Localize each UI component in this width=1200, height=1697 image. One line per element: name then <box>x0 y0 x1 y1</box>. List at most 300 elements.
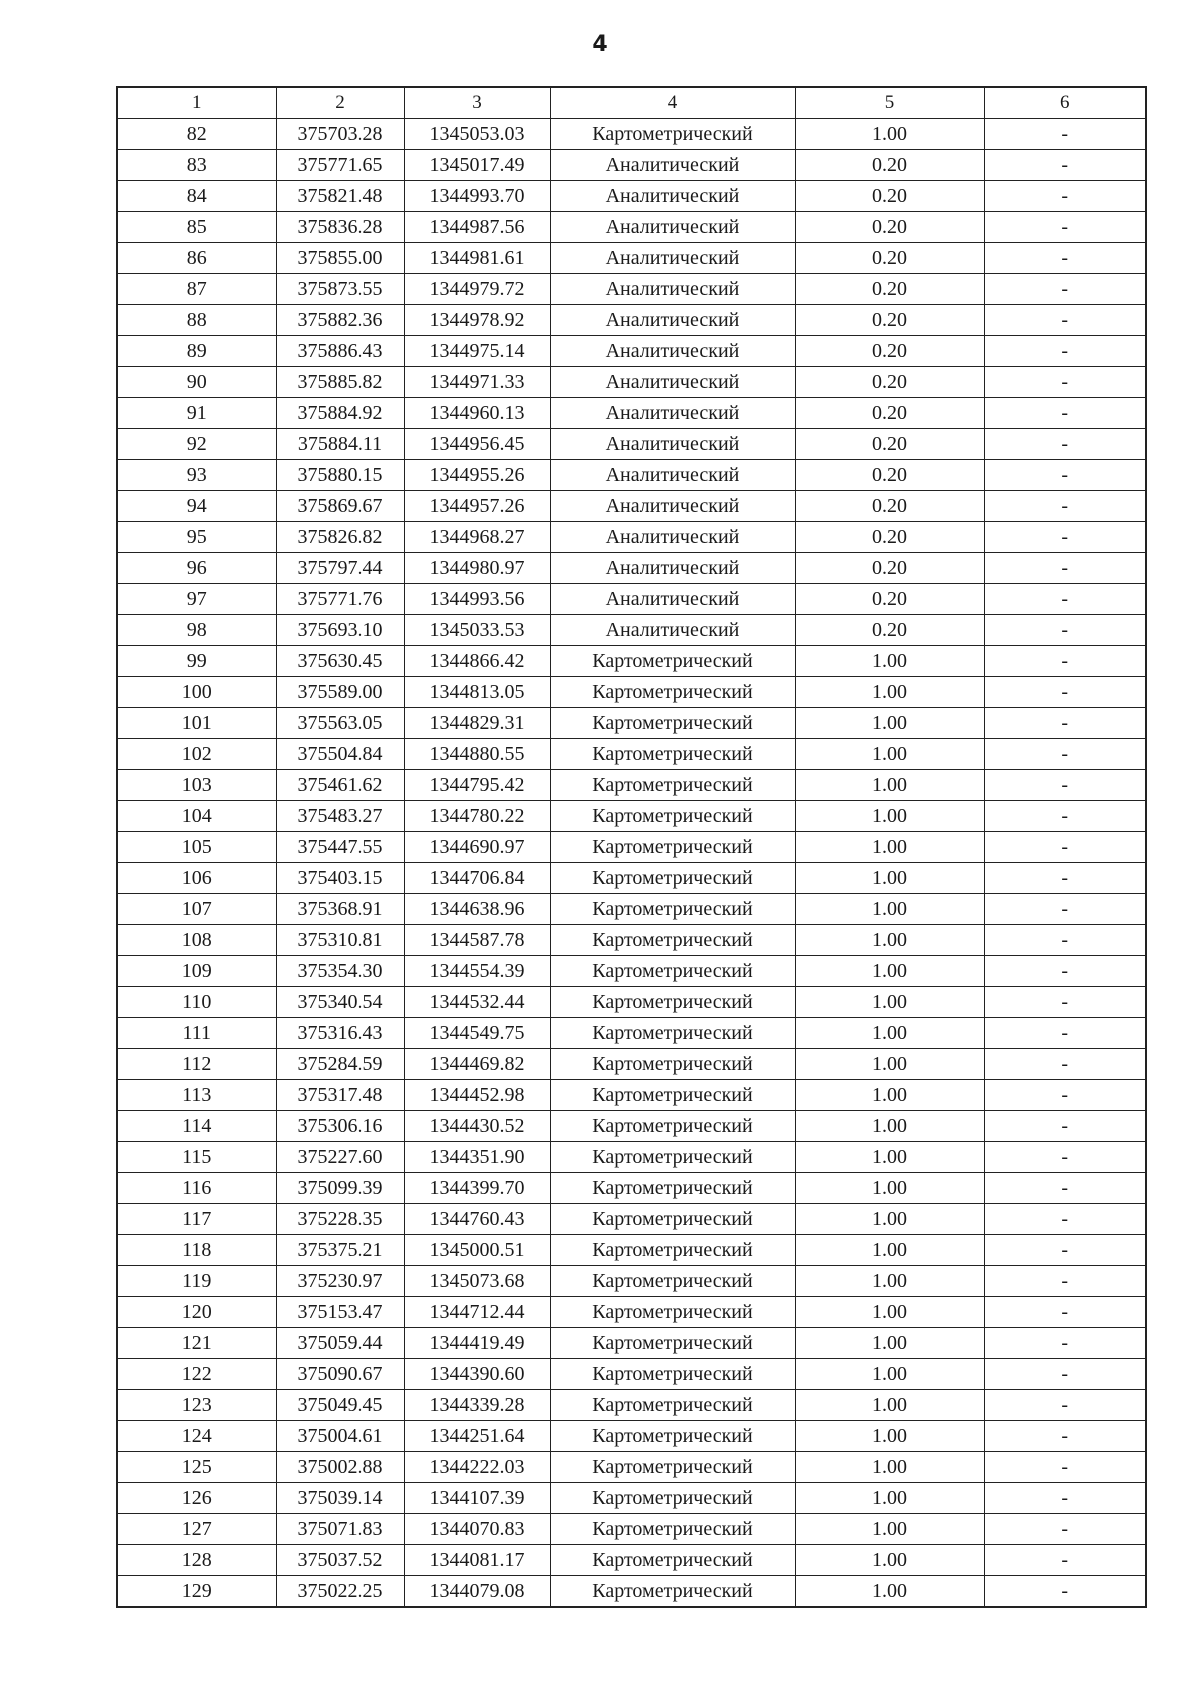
point-number-cell: 108 <box>117 925 276 956</box>
table-row <box>117 305 1146 336</box>
x-coordinate-cell: 375090.67 <box>276 1359 404 1390</box>
x-coordinate-cell: 375316.43 <box>276 1018 404 1049</box>
table-row <box>117 863 1146 894</box>
method-cell: Картометрический <box>550 1142 795 1173</box>
accuracy-cell: 1.00 <box>795 708 984 739</box>
table-row <box>117 1483 1146 1514</box>
point-number-cell: 90 <box>117 367 276 398</box>
y-coordinate-cell: 1344880.55 <box>404 739 550 770</box>
note-cell: - <box>984 1204 1146 1235</box>
method-cell: Картометрический <box>550 739 795 770</box>
table-row <box>117 739 1146 770</box>
method-cell: Картометрический <box>550 1576 795 1608</box>
table-row <box>117 1266 1146 1297</box>
note-cell: - <box>984 1359 1146 1390</box>
method-cell: Картометрический <box>550 1545 795 1576</box>
table-row <box>117 987 1146 1018</box>
point-number-cell: 121 <box>117 1328 276 1359</box>
accuracy-cell: 1.00 <box>795 1142 984 1173</box>
point-number-cell: 100 <box>117 677 276 708</box>
table-row <box>117 1545 1146 1576</box>
point-number-cell: 102 <box>117 739 276 770</box>
y-coordinate-cell: 1345073.68 <box>404 1266 550 1297</box>
method-cell: Картометрический <box>550 1080 795 1111</box>
point-number-cell: 84 <box>117 181 276 212</box>
method-cell: Картометрический <box>550 863 795 894</box>
table-row <box>117 553 1146 584</box>
point-number-cell: 115 <box>117 1142 276 1173</box>
method-cell: Картометрический <box>550 801 795 832</box>
note-cell: - <box>984 181 1146 212</box>
y-coordinate-cell: 1344813.05 <box>404 677 550 708</box>
accuracy-cell: 1.00 <box>795 863 984 894</box>
note-cell: - <box>984 274 1146 305</box>
y-coordinate-cell: 1344419.49 <box>404 1328 550 1359</box>
point-number-cell: 85 <box>117 212 276 243</box>
note-cell: - <box>984 305 1146 336</box>
point-number-cell: 107 <box>117 894 276 925</box>
x-coordinate-cell: 375884.11 <box>276 429 404 460</box>
method-cell: Картометрический <box>550 1514 795 1545</box>
accuracy-cell: 1.00 <box>795 1080 984 1111</box>
method-cell: Картометрический <box>550 677 795 708</box>
column-header-3: 3 <box>404 87 550 119</box>
table-row <box>117 398 1146 429</box>
accuracy-cell: 1.00 <box>795 1514 984 1545</box>
table-row <box>117 429 1146 460</box>
y-coordinate-cell: 1344706.84 <box>404 863 550 894</box>
table-row <box>117 150 1146 181</box>
method-cell: Картометрический <box>550 708 795 739</box>
coordinates-table <box>116 86 1147 1608</box>
x-coordinate-cell: 375483.27 <box>276 801 404 832</box>
y-coordinate-cell: 1344980.97 <box>404 553 550 584</box>
y-coordinate-cell: 1344981.61 <box>404 243 550 274</box>
note-cell: - <box>984 1576 1146 1608</box>
note-cell: - <box>984 770 1146 801</box>
x-coordinate-cell: 375563.05 <box>276 708 404 739</box>
x-coordinate-cell: 375630.45 <box>276 646 404 677</box>
table-row <box>117 181 1146 212</box>
accuracy-cell: 1.00 <box>795 1235 984 1266</box>
point-number-cell: 88 <box>117 305 276 336</box>
point-number-cell: 93 <box>117 460 276 491</box>
table-row <box>117 1390 1146 1421</box>
x-coordinate-cell: 375230.97 <box>276 1266 404 1297</box>
x-coordinate-cell: 375227.60 <box>276 1142 404 1173</box>
y-coordinate-cell: 1344107.39 <box>404 1483 550 1514</box>
method-cell: Картометрический <box>550 1018 795 1049</box>
note-cell: - <box>984 429 1146 460</box>
table-row <box>117 1173 1146 1204</box>
y-coordinate-cell: 1344554.39 <box>404 956 550 987</box>
table-row <box>117 1142 1146 1173</box>
note-cell: - <box>984 1328 1146 1359</box>
accuracy-cell: 0.20 <box>795 429 984 460</box>
accuracy-cell: 1.00 <box>795 1545 984 1576</box>
page-number: 4 <box>592 32 608 57</box>
method-cell: Аналитический <box>550 584 795 615</box>
method-cell: Картометрический <box>550 894 795 925</box>
note-cell: - <box>984 646 1146 677</box>
x-coordinate-cell: 375821.48 <box>276 181 404 212</box>
table-row <box>117 584 1146 615</box>
method-cell: Аналитический <box>550 305 795 336</box>
accuracy-cell: 1.00 <box>795 1390 984 1421</box>
x-coordinate-cell: 375880.15 <box>276 460 404 491</box>
method-cell: Аналитический <box>550 429 795 460</box>
accuracy-cell: 0.20 <box>795 243 984 274</box>
method-cell: Аналитический <box>550 212 795 243</box>
y-coordinate-cell: 1344957.26 <box>404 491 550 522</box>
note-cell: - <box>984 832 1146 863</box>
table-row <box>117 1297 1146 1328</box>
accuracy-cell: 1.00 <box>795 1018 984 1049</box>
x-coordinate-cell: 375317.48 <box>276 1080 404 1111</box>
point-number-cell: 116 <box>117 1173 276 1204</box>
point-number-cell: 129 <box>117 1576 276 1608</box>
column-header-6: 6 <box>984 87 1146 119</box>
x-coordinate-cell: 375886.43 <box>276 336 404 367</box>
y-coordinate-cell: 1344979.72 <box>404 274 550 305</box>
point-number-cell: 98 <box>117 615 276 646</box>
note-cell: - <box>984 367 1146 398</box>
method-cell: Картометрический <box>550 1483 795 1514</box>
table-row <box>117 1111 1146 1142</box>
method-cell: Аналитический <box>550 553 795 584</box>
y-coordinate-cell: 1344993.70 <box>404 181 550 212</box>
method-cell: Аналитический <box>550 460 795 491</box>
note-cell: - <box>984 677 1146 708</box>
accuracy-cell: 1.00 <box>795 1421 984 1452</box>
note-cell: - <box>984 1266 1146 1297</box>
table-row <box>117 1080 1146 1111</box>
point-number-cell: 97 <box>117 584 276 615</box>
accuracy-cell: 1.00 <box>795 1483 984 1514</box>
point-number-cell: 86 <box>117 243 276 274</box>
note-cell: - <box>984 863 1146 894</box>
y-coordinate-cell: 1344987.56 <box>404 212 550 243</box>
y-coordinate-cell: 1344222.03 <box>404 1452 550 1483</box>
accuracy-cell: 0.20 <box>795 460 984 491</box>
accuracy-cell: 0.20 <box>795 553 984 584</box>
table-row <box>117 615 1146 646</box>
point-number-cell: 114 <box>117 1111 276 1142</box>
point-number-cell: 83 <box>117 150 276 181</box>
note-cell: - <box>984 1421 1146 1452</box>
accuracy-cell: 1.00 <box>795 801 984 832</box>
accuracy-cell: 1.00 <box>795 987 984 1018</box>
point-number-cell: 113 <box>117 1080 276 1111</box>
y-coordinate-cell: 1344399.70 <box>404 1173 550 1204</box>
accuracy-cell: 1.00 <box>795 1266 984 1297</box>
x-coordinate-cell: 375873.55 <box>276 274 404 305</box>
table-row <box>117 1359 1146 1390</box>
note-cell: - <box>984 1545 1146 1576</box>
y-coordinate-cell: 1344978.92 <box>404 305 550 336</box>
y-coordinate-cell: 1344390.60 <box>404 1359 550 1390</box>
x-coordinate-cell: 375882.36 <box>276 305 404 336</box>
note-cell: - <box>984 1018 1146 1049</box>
accuracy-cell: 1.00 <box>795 770 984 801</box>
point-number-cell: 94 <box>117 491 276 522</box>
y-coordinate-cell: 1344960.13 <box>404 398 550 429</box>
method-cell: Картометрический <box>550 1235 795 1266</box>
table-row <box>117 460 1146 491</box>
method-cell: Картометрический <box>550 1266 795 1297</box>
note-cell: - <box>984 1297 1146 1328</box>
x-coordinate-cell: 375797.44 <box>276 553 404 584</box>
y-coordinate-cell: 1344532.44 <box>404 987 550 1018</box>
table-body <box>117 119 1146 1608</box>
x-coordinate-cell: 375022.25 <box>276 1576 404 1608</box>
point-number-cell: 118 <box>117 1235 276 1266</box>
method-cell: Картометрический <box>550 956 795 987</box>
table-row <box>117 1452 1146 1483</box>
x-coordinate-cell: 375002.88 <box>276 1452 404 1483</box>
y-coordinate-cell: 1345033.53 <box>404 615 550 646</box>
accuracy-cell: 0.20 <box>795 367 984 398</box>
y-coordinate-cell: 1344956.45 <box>404 429 550 460</box>
point-number-cell: 101 <box>117 708 276 739</box>
accuracy-cell: 0.20 <box>795 336 984 367</box>
note-cell: - <box>984 894 1146 925</box>
y-coordinate-cell: 1344638.96 <box>404 894 550 925</box>
note-cell: - <box>984 398 1146 429</box>
note-cell: - <box>984 522 1146 553</box>
method-cell: Аналитический <box>550 367 795 398</box>
table-row <box>117 677 1146 708</box>
method-cell: Аналитический <box>550 181 795 212</box>
table-row <box>117 336 1146 367</box>
column-header-5: 5 <box>795 87 984 119</box>
y-coordinate-cell: 1345017.49 <box>404 150 550 181</box>
note-cell: - <box>984 584 1146 615</box>
x-coordinate-cell: 375855.00 <box>276 243 404 274</box>
table-row <box>117 1514 1146 1545</box>
accuracy-cell: 1.00 <box>795 1297 984 1328</box>
method-cell: Аналитический <box>550 336 795 367</box>
x-coordinate-cell: 375771.76 <box>276 584 404 615</box>
accuracy-cell: 1.00 <box>795 956 984 987</box>
point-number-cell: 105 <box>117 832 276 863</box>
point-number-cell: 120 <box>117 1297 276 1328</box>
accuracy-cell: 1.00 <box>795 832 984 863</box>
method-cell: Картометрический <box>550 1049 795 1080</box>
x-coordinate-cell: 375703.28 <box>276 119 404 150</box>
note-cell: - <box>984 243 1146 274</box>
note-cell: - <box>984 553 1146 584</box>
y-coordinate-cell: 1344993.56 <box>404 584 550 615</box>
x-coordinate-cell: 375884.92 <box>276 398 404 429</box>
table-row <box>117 243 1146 274</box>
table-row <box>117 1328 1146 1359</box>
x-coordinate-cell: 375693.10 <box>276 615 404 646</box>
y-coordinate-cell: 1344968.27 <box>404 522 550 553</box>
table-row <box>117 212 1146 243</box>
point-number-cell: 128 <box>117 1545 276 1576</box>
table-row <box>117 522 1146 553</box>
accuracy-cell: 0.20 <box>795 491 984 522</box>
table-row <box>117 119 1146 150</box>
table-row <box>117 1018 1146 1049</box>
header-row <box>117 87 1146 119</box>
note-cell: - <box>984 150 1146 181</box>
point-number-cell: 112 <box>117 1049 276 1080</box>
accuracy-cell: 0.20 <box>795 212 984 243</box>
method-cell: Картометрический <box>550 646 795 677</box>
accuracy-cell: 1.00 <box>795 1173 984 1204</box>
y-coordinate-cell: 1344587.78 <box>404 925 550 956</box>
y-coordinate-cell: 1344971.33 <box>404 367 550 398</box>
accuracy-cell: 0.20 <box>795 615 984 646</box>
note-cell: - <box>984 1514 1146 1545</box>
x-coordinate-cell: 375403.15 <box>276 863 404 894</box>
x-coordinate-cell: 375099.39 <box>276 1173 404 1204</box>
point-number-cell: 119 <box>117 1266 276 1297</box>
column-header-4: 4 <box>550 87 795 119</box>
method-cell: Картометрический <box>550 119 795 150</box>
table-header <box>117 87 1146 119</box>
column-header-1: 1 <box>117 87 276 119</box>
note-cell: - <box>984 1452 1146 1483</box>
x-coordinate-cell: 375354.30 <box>276 956 404 987</box>
point-number-cell: 127 <box>117 1514 276 1545</box>
method-cell: Картометрический <box>550 1204 795 1235</box>
note-cell: - <box>984 801 1146 832</box>
note-cell: - <box>984 739 1146 770</box>
x-coordinate-cell: 375447.55 <box>276 832 404 863</box>
x-coordinate-cell: 375310.81 <box>276 925 404 956</box>
table-row <box>117 832 1146 863</box>
y-coordinate-cell: 1344712.44 <box>404 1297 550 1328</box>
method-cell: Картометрический <box>550 987 795 1018</box>
note-cell: - <box>984 1049 1146 1080</box>
method-cell: Аналитический <box>550 398 795 429</box>
note-cell: - <box>984 1173 1146 1204</box>
y-coordinate-cell: 1344549.75 <box>404 1018 550 1049</box>
x-coordinate-cell: 375071.83 <box>276 1514 404 1545</box>
point-number-cell: 95 <box>117 522 276 553</box>
y-coordinate-cell: 1344780.22 <box>404 801 550 832</box>
point-number-cell: 92 <box>117 429 276 460</box>
table-row <box>117 708 1146 739</box>
method-cell: Аналитический <box>550 243 795 274</box>
table-row <box>117 956 1146 987</box>
method-cell: Аналитический <box>550 150 795 181</box>
point-number-cell: 106 <box>117 863 276 894</box>
accuracy-cell: 1.00 <box>795 119 984 150</box>
accuracy-cell: 0.20 <box>795 181 984 212</box>
note-cell: - <box>984 119 1146 150</box>
note-cell: - <box>984 956 1146 987</box>
note-cell: - <box>984 1080 1146 1111</box>
accuracy-cell: 1.00 <box>795 1049 984 1080</box>
note-cell: - <box>984 336 1146 367</box>
method-cell: Картометрический <box>550 1452 795 1483</box>
note-cell: - <box>984 987 1146 1018</box>
method-cell: Аналитический <box>550 615 795 646</box>
accuracy-cell: 1.00 <box>795 1576 984 1608</box>
accuracy-cell: 1.00 <box>795 646 984 677</box>
accuracy-cell: 1.00 <box>795 677 984 708</box>
y-coordinate-cell: 1344351.90 <box>404 1142 550 1173</box>
x-coordinate-cell: 375228.35 <box>276 1204 404 1235</box>
y-coordinate-cell: 1344070.83 <box>404 1514 550 1545</box>
accuracy-cell: 1.00 <box>795 1111 984 1142</box>
point-number-cell: 109 <box>117 956 276 987</box>
method-cell: Аналитический <box>550 491 795 522</box>
x-coordinate-cell: 375589.00 <box>276 677 404 708</box>
point-number-cell: 123 <box>117 1390 276 1421</box>
x-coordinate-cell: 375836.28 <box>276 212 404 243</box>
method-cell: Картометрический <box>550 1359 795 1390</box>
y-coordinate-cell: 1344955.26 <box>404 460 550 491</box>
method-cell: Картометрический <box>550 925 795 956</box>
method-cell: Картометрический <box>550 832 795 863</box>
y-coordinate-cell: 1344795.42 <box>404 770 550 801</box>
point-number-cell: 87 <box>117 274 276 305</box>
point-number-cell: 104 <box>117 801 276 832</box>
note-cell: - <box>984 1483 1146 1514</box>
x-coordinate-cell: 375461.62 <box>276 770 404 801</box>
point-number-cell: 111 <box>117 1018 276 1049</box>
point-number-cell: 117 <box>117 1204 276 1235</box>
y-coordinate-cell: 1344469.82 <box>404 1049 550 1080</box>
note-cell: - <box>984 925 1146 956</box>
table-row <box>117 1049 1146 1080</box>
note-cell: - <box>984 615 1146 646</box>
y-coordinate-cell: 1344251.64 <box>404 1421 550 1452</box>
note-cell: - <box>984 1142 1146 1173</box>
x-coordinate-cell: 375340.54 <box>276 987 404 1018</box>
table-row <box>117 1204 1146 1235</box>
x-coordinate-cell: 375368.91 <box>276 894 404 925</box>
x-coordinate-cell: 375826.82 <box>276 522 404 553</box>
y-coordinate-cell: 1344430.52 <box>404 1111 550 1142</box>
accuracy-cell: 1.00 <box>795 925 984 956</box>
accuracy-cell: 0.20 <box>795 150 984 181</box>
note-cell: - <box>984 1235 1146 1266</box>
x-coordinate-cell: 375885.82 <box>276 367 404 398</box>
table-row <box>117 646 1146 677</box>
method-cell: Аналитический <box>550 522 795 553</box>
note-cell: - <box>984 491 1146 522</box>
x-coordinate-cell: 375504.84 <box>276 739 404 770</box>
accuracy-cell: 1.00 <box>795 1328 984 1359</box>
point-number-cell: 103 <box>117 770 276 801</box>
accuracy-cell: 0.20 <box>795 305 984 336</box>
point-number-cell: 125 <box>117 1452 276 1483</box>
x-coordinate-cell: 375284.59 <box>276 1049 404 1080</box>
x-coordinate-cell: 375049.45 <box>276 1390 404 1421</box>
y-coordinate-cell: 1345000.51 <box>404 1235 550 1266</box>
table-row <box>117 925 1146 956</box>
method-cell: Картометрический <box>550 770 795 801</box>
point-number-cell: 124 <box>117 1421 276 1452</box>
accuracy-cell: 1.00 <box>795 894 984 925</box>
y-coordinate-cell: 1344452.98 <box>404 1080 550 1111</box>
accuracy-cell: 1.00 <box>795 739 984 770</box>
accuracy-cell: 0.20 <box>795 398 984 429</box>
method-cell: Картометрический <box>550 1173 795 1204</box>
table-row <box>117 367 1146 398</box>
point-number-cell: 91 <box>117 398 276 429</box>
accuracy-cell: 1.00 <box>795 1359 984 1390</box>
accuracy-cell: 1.00 <box>795 1204 984 1235</box>
method-cell: Картометрический <box>550 1111 795 1142</box>
point-number-cell: 126 <box>117 1483 276 1514</box>
